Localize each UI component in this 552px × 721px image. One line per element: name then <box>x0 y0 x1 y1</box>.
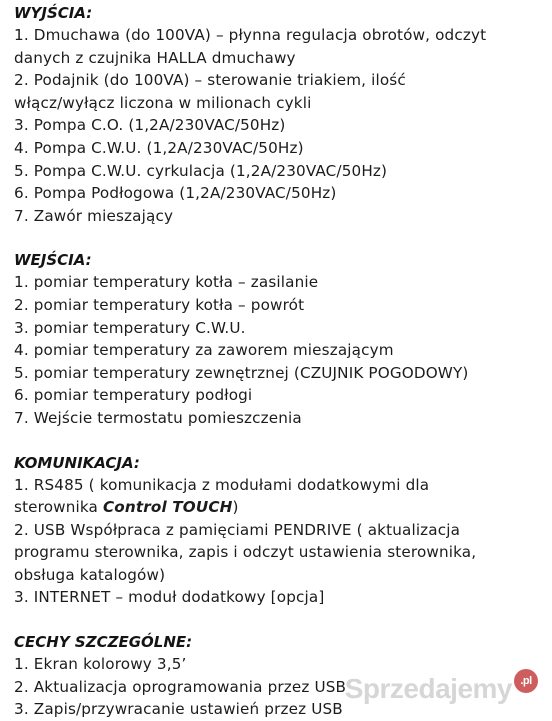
inputs-line: 5. pomiar temperatury zewnętrznej (CZUJNIK POGODOWY) <box>14 363 469 382</box>
inputs-section <box>14 249 544 429</box>
inputs-line: 7. Wejście termostatu pomieszczenia <box>14 408 302 427</box>
communication-line: 3. INTERNET – moduł dodatkowy [opcja] <box>14 588 325 607</box>
outputs-line: włącz/wyłącz liczona w milionach cykli <box>14 93 312 112</box>
outputs-section <box>14 2 544 227</box>
communication-line: 2. USB Współpraca z pamięciami PENDRIVE ( aktualizacja <box>14 520 461 539</box>
spec-document <box>14 2 544 721</box>
communication-section <box>14 452 544 610</box>
outputs-heading: WYJŚCIA: <box>14 4 93 22</box>
communication-line: obsługa katalogów) <box>14 565 166 584</box>
features-line: 1. Ekran kolorowy 3,5’ <box>14 655 187 674</box>
communication-line-suffix: ) <box>232 498 239 517</box>
outputs-line: 1. Dmuchawa (do 100VA) – płynna regulacja obrotów, odczyt <box>14 26 487 44</box>
watermark-text: Sprzedajemy <box>344 673 512 704</box>
features-heading: CECHY SZCZEGÓLNE: <box>14 633 193 652</box>
outputs-line: 7. Zawór mieszający <box>14 206 174 225</box>
product-name: Control TOUCH <box>103 498 233 517</box>
inputs-line: 1. pomiar temperatury kotła – zasilanie <box>14 273 319 292</box>
communication-line <box>14 496 544 519</box>
inputs-line: 4. pomiar temperatury za zaworem mieszającym <box>14 341 394 360</box>
outputs-line: 4. Pompa C.W.U. (1,2A/230VAC/50Hz) <box>14 138 304 157</box>
inputs-line: 2. pomiar temperatury kotła – powrót <box>14 295 305 314</box>
inputs-heading: WEJŚCIA: <box>14 251 92 270</box>
outputs-line: 2. Podajnik (do 100VA) – sterowanie triakiem, ilość <box>14 71 406 90</box>
outputs-line: 5. Pompa C.W.U. cyrkulacja (1,2A/230VAC/50Hz) <box>14 161 388 180</box>
inputs-line: 3. pomiar temperatury C.W.U. <box>14 318 246 337</box>
features-section <box>14 631 544 721</box>
outputs-line: danych z czujnika HALLA dmuchawy <box>14 48 296 67</box>
communication-line-prefix: sterownika <box>14 498 103 517</box>
communication-heading: KOMUNIKACJA: <box>14 453 140 472</box>
outputs-line: 3. Pompa C.O. (1,2A/230VAC/50Hz) <box>14 116 286 135</box>
inputs-line: 6. pomiar temperatury podłogi <box>14 386 253 405</box>
communication-line: 1. RS485 ( komunikacja z modułami dodatkowymi dla <box>14 475 430 494</box>
section-spacer <box>14 609 544 631</box>
features-line: 3. Zapis/przywracanie ustawień przez USB <box>14 700 343 719</box>
outputs-line: 6. Pompa Podłogowa (1,2A/230VAC/50Hz) <box>14 184 337 203</box>
section-spacer <box>14 430 544 452</box>
section-spacer <box>14 227 544 249</box>
communication-line: programu sterownika, zapis i odczyt ustawienia sterownika, <box>14 543 477 562</box>
watermark-badge: .pl <box>514 669 538 693</box>
features-line: 2. Aktualizacja oprogramowania przez USB <box>14 677 347 696</box>
